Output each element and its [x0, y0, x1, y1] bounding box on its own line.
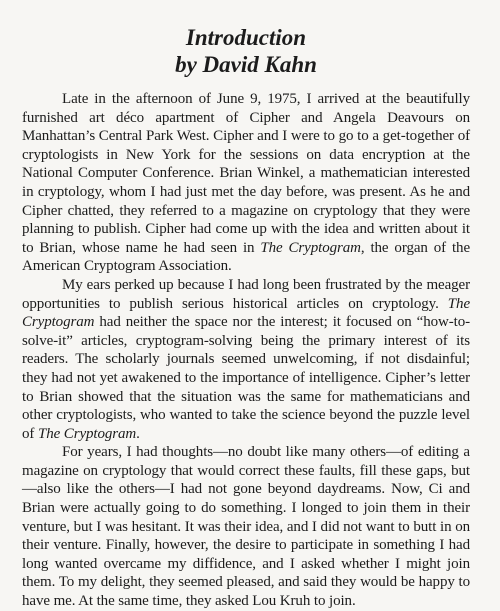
paragraph-text: For years, I had thoughts—no doubt like many others—of editing a magazine on cryptology that would correct these faults, fill these gaps, but—also like the others—I had not gone beyond daydreams. Now, Ci and Brian were actually going to do something. I longed to join them in their venture, but I was hesitant. It was their idea, and I did not want to butt in on their venture. Finally, however, the desire to participate in something I had long wanted overcame my diffidence, and I asked whether I might join them. To my delight, they seemed pleased, and said they would be happy to have me. At the same time, they asked Lou Kruh to join. [22, 444, 470, 610]
paragraph-text: My ears perked up because I had long been frustrated by the meager opportunities to publish serious historical articles on cryptology. [22, 276, 470, 312]
paragraph-text: Late in the afternoon of June 9, 1975, I arrived at the beautifully furnished art déco apartment of Cipher and Angela Deavours on Manhattan’s Central Park West. Cipher and I were to go to a get-together of cryptologists in New York for the sessions on data encryption at the National Computer Conference. Brian Winkel, a mathematician interested in cryptology, whom I had just met the day before, was present. As he and Cipher chatted, they referred to a magazine on cryptology that they were planning to publish. Cipher had come up with the idea and written about it to Brian, whose name he had seen in [22, 91, 470, 256]
page-title [22, 24, 470, 78]
paragraph [22, 90, 470, 276]
paragraph-text: . [136, 425, 140, 442]
paragraph-text: , the organ of the American Cryptogram Association. [22, 239, 470, 275]
paragraph-text: had neither the space nor the interest; it focused on “how-to-solve-it” articles, cryptogram-solving being the primary interest of its readers. The scholarly journals seemed unwelcoming, if not disdainful; they had not yet awakened to the importance of intelligence. Cipher’s letter to Brian showed that the situation was the same for mathematicians and other cryptologists, who wanted to take the science beyond the puzzle level of [22, 314, 470, 442]
italic-title-text: The Cryptogram [22, 295, 470, 331]
italic-title-text: The Cryptogram [37, 425, 137, 442]
title-line-author: by David Kahn [175, 52, 317, 77]
paragraph [22, 443, 470, 610]
body-text [22, 90, 470, 611]
italic-title-text: The Cryptogram [260, 239, 361, 256]
paragraph [22, 276, 470, 443]
title-line-introduction: Introduction [185, 25, 307, 50]
